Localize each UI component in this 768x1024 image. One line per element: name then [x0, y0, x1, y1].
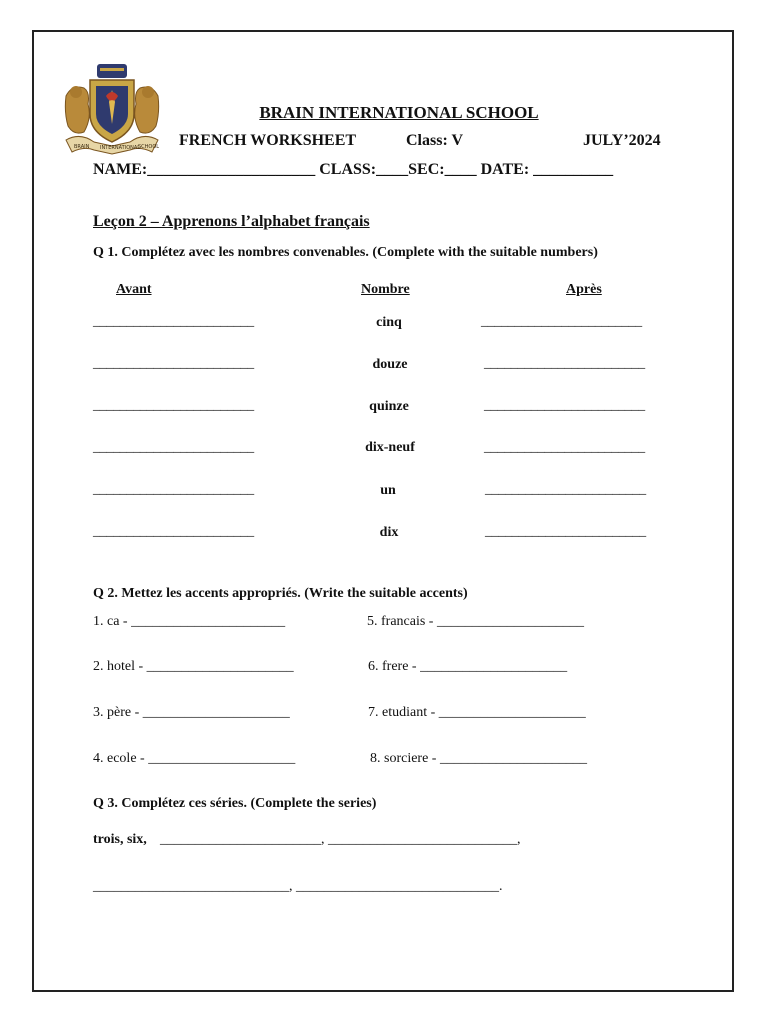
q1-prompt: Q 1. Complétez avec les nombres convenables. (Complete with the suitable numbers) [93, 245, 598, 260]
svg-text:BRAIN: BRAIN [74, 144, 90, 150]
accent-item[interactable]: 5. francais - _____________________ [367, 614, 584, 629]
col-header-before: Avant [116, 282, 152, 297]
before-blank[interactable]: ________________________ [93, 314, 254, 329]
before-blank[interactable]: ________________________ [93, 524, 254, 539]
before-blank[interactable]: ________________________ [93, 482, 254, 497]
accent-item[interactable]: 3. père - _____________________ [93, 705, 290, 720]
svg-text:INTERNATIONAL: INTERNATIONAL [100, 145, 141, 151]
accent-item[interactable]: 1. ca - ______________________ [93, 614, 286, 629]
after-blank[interactable]: ________________________ [485, 524, 646, 539]
number-word: dix [379, 525, 399, 540]
q2-prompt: Q 2. Mettez les accents appropriés. (Write the suitable accents) [93, 586, 468, 601]
after-blank[interactable]: ________________________ [481, 314, 642, 329]
series-blanks-line-2[interactable]: ____________________________, _____________________________. [93, 879, 503, 894]
col-header-number: Nombre [361, 282, 410, 297]
worksheet-date: JULY’2024 [583, 132, 661, 149]
number-word: un [380, 483, 396, 498]
series-blanks-line-1[interactable]: _______________________, ___________________________, [160, 832, 521, 847]
after-blank[interactable]: ________________________ [484, 398, 645, 413]
series-start: trois, six, [93, 832, 147, 847]
lesson-title: Leçon 2 – Apprenons l’alphabet français [93, 213, 370, 230]
accent-item[interactable]: 6. frere - _____________________ [368, 659, 568, 674]
col-header-after: Après [566, 282, 602, 297]
number-word: dix-neuf [365, 440, 415, 455]
after-blank[interactable]: ________________________ [484, 356, 645, 371]
number-word: douze [372, 357, 408, 372]
after-blank[interactable]: ________________________ [484, 440, 645, 455]
after-blank[interactable]: ________________________ [485, 482, 646, 497]
number-word: cinq [376, 315, 402, 330]
accent-item[interactable]: 4. ecole - _____________________ [93, 751, 296, 766]
accent-item[interactable]: 2. hotel - _____________________ [93, 659, 294, 674]
accent-item[interactable]: 7. etudiant - _____________________ [368, 705, 586, 720]
before-blank[interactable]: ________________________ [93, 440, 254, 455]
before-blank[interactable]: ________________________ [93, 398, 254, 413]
student-info-line: NAME:_____________________ CLASS:____SEC:____ DATE: __________ [93, 161, 614, 178]
q3-prompt: Q 3. Complétez ces séries. (Complete the series) [93, 796, 377, 811]
accent-item[interactable]: 8. sorciere - _____________________ [370, 751, 587, 766]
number-word: quinze [369, 399, 409, 414]
worksheet-title: FRENCH WORKSHEET [179, 132, 357, 149]
svg-text:SCHOOL: SCHOOL [138, 144, 160, 150]
class-info: Class: V [406, 132, 464, 149]
before-blank[interactable]: ________________________ [93, 356, 254, 371]
school-name: BRAIN INTERNATIONAL SCHOOL [259, 103, 539, 122]
